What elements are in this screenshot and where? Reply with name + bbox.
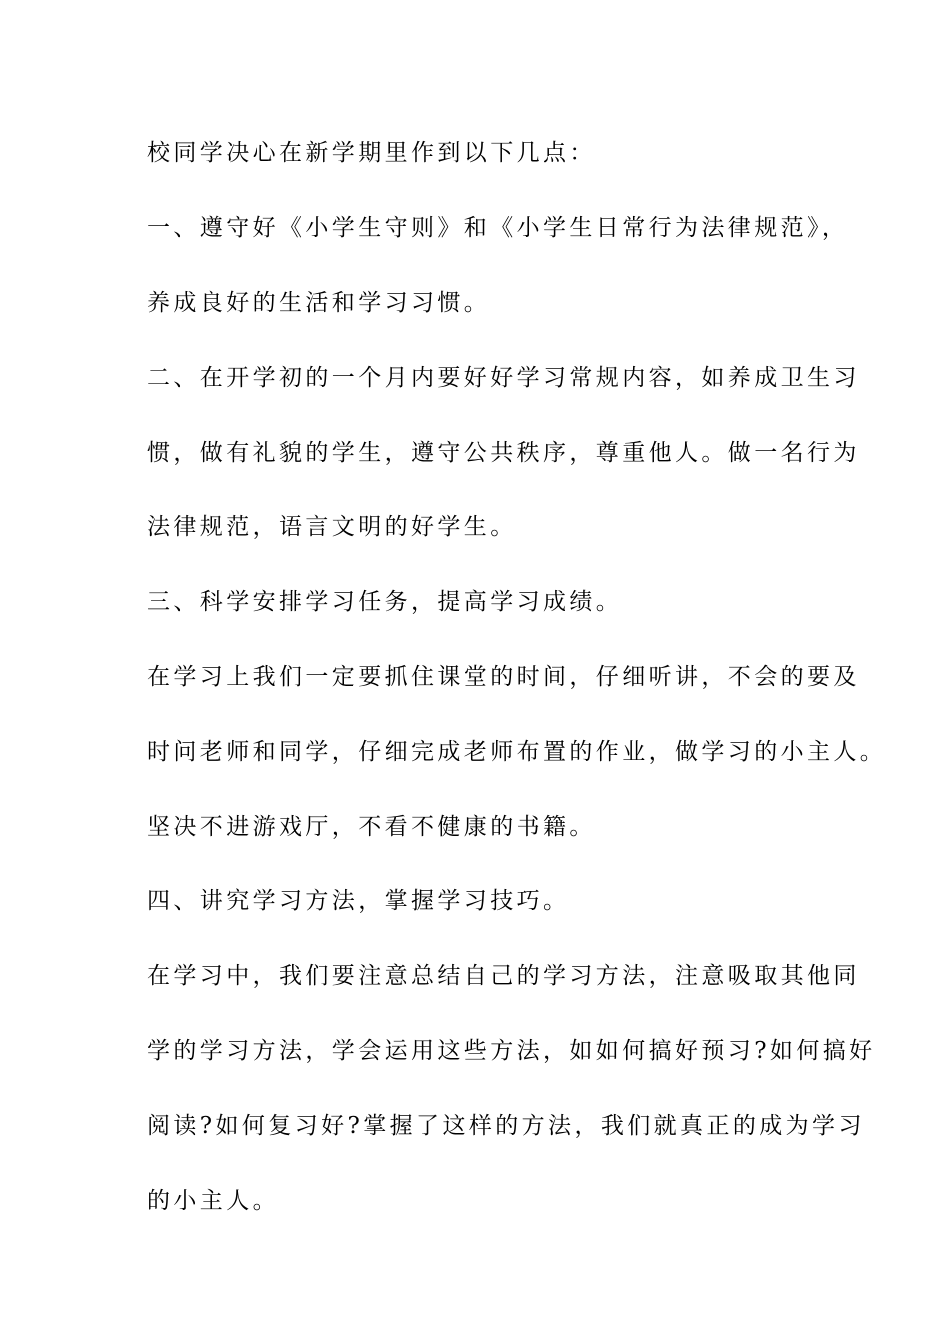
text-line: 养成良好的生活和学习习惯。: [147, 290, 491, 316]
text-line: 校同学决心在新学期里作到以下几点：: [147, 140, 596, 166]
text-line: 一、遵守好《小学生守则》和《小学生日常行为法律规范》，: [147, 215, 849, 241]
text-line: 三、科学安排学习任务，提高学习成绩。: [147, 589, 623, 615]
text-line: 坚决不进游戏厅，不看不健康的书籍。: [147, 814, 596, 840]
text-line: 的小主人。: [147, 1188, 279, 1214]
text-line: 二、在开学初的一个月内要好好学习常规内容，如养成卫生习: [147, 365, 860, 391]
text-line: 阅读?如何复习好?掌握了这样的方法，我们就真正的成为学习: [147, 1113, 865, 1139]
text-line: 惯，做有礼貌的学生，遵守公共秩序，尊重他人。做一名行为: [147, 440, 860, 466]
text-line: 学的学习方法，学会运用这些方法，如如何搞好预习?如何搞好: [147, 1038, 876, 1064]
text-line: 四、讲究学习方法，掌握学习技巧。: [147, 888, 570, 914]
text-line: 在学习中，我们要注意总结自己的学习方法，注意吸取其他同: [147, 963, 860, 989]
text-line: 在学习上我们一定要抓住课堂的时间，仔细听讲，不会的要及: [147, 664, 860, 690]
text-line: 时问老师和同学，仔细完成老师布置的作业，做学习的小主人。: [147, 739, 887, 765]
text-line: 法律规范，语言文明的好学生。: [147, 514, 517, 540]
